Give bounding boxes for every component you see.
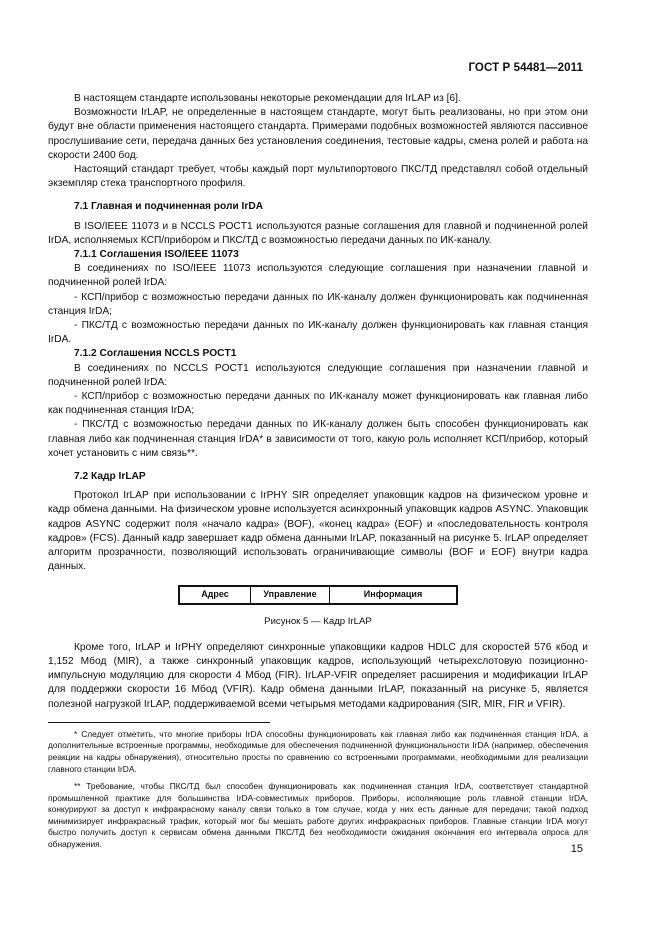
figure-5-caption: Рисунок 5 — Кадр IrLAP xyxy=(264,615,372,627)
section-7-1-2-item-2: - ПКС/ТД с возможностью передачи данных по ИК-каналу должен быть способен функционировать как главная либо как подчиненная станция IrDA* в зависимости от того, какую роль исполняет КСП/прибор, который хочет установить с ним связь**. xyxy=(48,419,588,459)
intro-paragraph-2: Возможности IrLAP, не определенные в настоящем стандарте, могут быть реализованы, но при этом они будут вне области применения настоящего стандарта. Примерами подобных возможностей являются пассивное прослушивание сети, передача данных без установления соединения, тестовые кадры, смена ролей и работа на скорости 2400 бод. xyxy=(48,107,588,161)
frame-field-address: Адрес xyxy=(179,586,251,604)
section-7-1-2-intro: В соединениях по NCCLS POCT1 используются следующие соглашения при назначении главной и подчиненной ролей IrDA: xyxy=(48,362,588,388)
section-7-1-text: В ISO/IEEE 11073 и в NCCLS POCT1 используются разные соглашения для главной и подчиненной ролей IrDA, исполняемых КСП/прибором и ПКС/ТД с возможностью передачи данных по ИК-каналу. xyxy=(48,220,588,246)
footnote-2: ** Требование, чтобы ПКС/ТД был способен функционировать как подчиненная станция IrDA, соответствует стандартной промышленной практике для большинства IrDA-совместимых приборов. Приборы, исполняющие роль главной станции IrDA, конкурируют за доступ к инфракрасному каналу связи только в том случае, когда у них есть данные для передачи; такой подход минимизирует инфракрасный трафик, который мог бы мешать работе других инфракрасных приборов. Главные станции IrDA могут быстро получить доступ к сервисам обмена данными ПКС/ТД без необходимости ожидания окончания его интервала опроса для обнаружения. xyxy=(48,781,588,850)
section-7-1-2-item-1: - КСП/прибор с возможностью передачи данных по ИК-каналу может функционировать как главная либо как подчиненная станция IrDA; xyxy=(48,391,588,417)
section-7-1-heading: 7.1 Главная и подчиненная роли IrDA xyxy=(74,201,264,213)
section-7-1-1-item-2: - ПКС/ТД с возможностью передачи данных по ИК-каналу должен функционировать как главная станция IrDA. xyxy=(48,320,588,346)
page-content xyxy=(48,92,588,857)
page-number: 15 xyxy=(570,843,583,855)
frame-field-information: Информация xyxy=(330,586,458,604)
irlap-frame-diagram xyxy=(178,585,458,605)
section-7-1-1-item-1: - КСП/прибор с возможностью передачи данных по ИК-каналу должен функционировать как подчиненная станция IrDA; xyxy=(48,291,588,317)
section-7-1-1-heading: 7.1.1 Соглашения ISO/IEEE 11073 xyxy=(74,249,239,261)
figure-5-irlap-frame xyxy=(48,585,588,605)
frame-field-control: Управление xyxy=(251,586,330,604)
footnote-separator xyxy=(48,722,270,723)
section-7-2-heading: 7.2 Кадр IrLAP xyxy=(74,471,146,483)
section-7-1-2-heading: 7.1.2 Соглашения NCCLS POCT1 xyxy=(74,348,237,360)
section-7-2-text-2: Кроме того, IrLAP и IrPHY определяют синхронные упаковщики кадров HDLC для скоростей 576 кбод и 1,152 Мбод (MIR), а также синхронный упаковщик кадров, использующий четырехслотовую позиционно-импульсную модуляцию для скорости 4 Мбод (FIR). IrLAP-VFIR определяет расширения и модификации IrLAP для поддержки скорости 16 Мбод (VFIR). Кадр обмена данными IrLAP, показанный на рисунке 5, является полезной нагрузкой IrLAP, поддерживаемой всеми четырьмя методами кадрирования (SIR, MIR, FIR и VFIR). xyxy=(48,641,588,710)
section-7-2-text: Протокол IrLAP при использовании с IrPHY SIR определяет упаковщик кадров на физическом уровне и кадр обмена данными. На физическом уровне используется асинхронный упаковщик кадров ASYNC. Упаковщик кадров ASYNC содержит поля «начало кадра» (BOF), «конец кадра» (EOF) и «последовательность контроля кадров» (FCS). Данный кадр завершает кадр обмена данными IrLAP, показанный на рисунке 5. IrLAP определяет алгоритм прозрачности, позволяющий использовать ограничивающие символы (BOF и EOF) внутри кадра данных. xyxy=(48,490,588,573)
footnote-1: * Следует отметить, что многие приборы IrDA способны функционировать как главная либо как подчиненная станция IrDA, а дополнительные встроенные программы, необходимые для обеспечения подчиненной функциональности IrDA (например, обеспечения реакции на кадры обнаружения), относительно просты по сравнению со встроенными программами, необходимыми для реализации главного станции IrDA. xyxy=(48,728,588,774)
document-standard-number: ГОСТ Р 54481—2011 xyxy=(468,62,583,74)
intro-paragraph-1: В настоящем стандарте использованы некоторые рекомендации для IrLAP из [6]. xyxy=(74,93,461,104)
intro-paragraph-3: Настоящий стандарт требует, чтобы каждый порт мультипортового ПКС/ТД представлял собой отдельный экземпляр стека транспортного профиля. xyxy=(48,164,588,190)
section-7-1-1-intro: В соединениях по ISO/IEEE 11073 используются следующие соглашения при назначении главной и подчиненной ролей IrDA: xyxy=(48,263,588,289)
